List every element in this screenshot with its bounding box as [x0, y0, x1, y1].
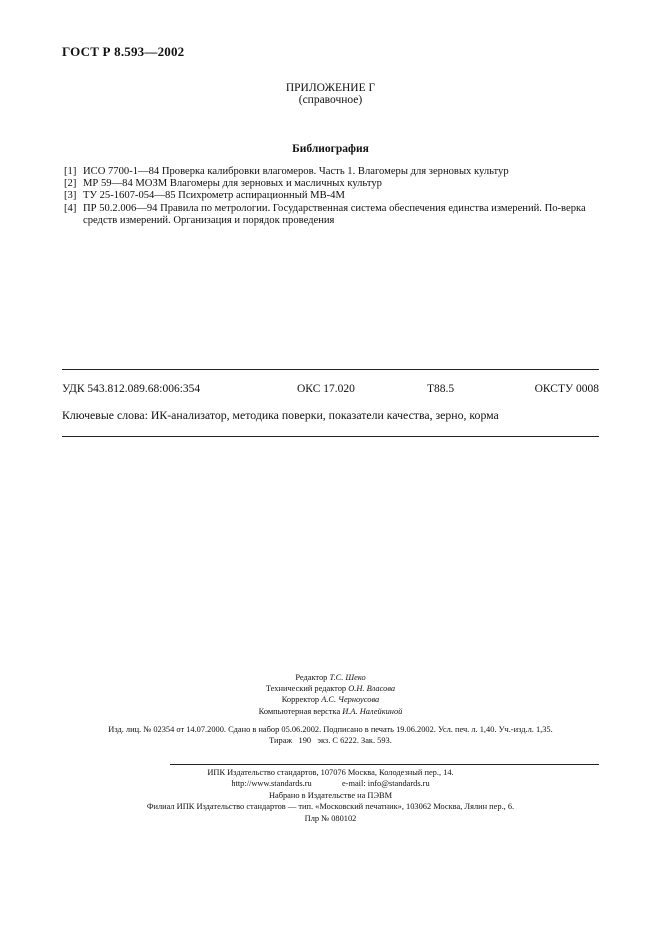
bib-text: ТУ 25-1607-054—85 Психрометр аспирационный МВ-4М [83, 190, 345, 202]
okstu-code: ОКСТУ 0008 [534, 383, 599, 395]
printer-info [0, 767, 661, 824]
list-item [64, 166, 604, 178]
list-item [64, 190, 604, 202]
bib-number: [2] [64, 178, 77, 190]
appendix-subtitle: (справочное) [298, 94, 363, 106]
publication-info [62, 724, 599, 747]
bib-number: [4] [64, 202, 77, 214]
divider-bottom [62, 436, 599, 437]
list-item [64, 178, 604, 190]
credit-layout: Компьютерная верстка И.А. Налейкиной [258, 706, 403, 716]
credit-tech-editor: Технический редактор О.Н. Власова [265, 684, 396, 694]
udk-code: УДК 543.812.089.68:006:354 [62, 383, 201, 395]
bib-number: [1] [64, 166, 77, 177]
classification-row [62, 383, 599, 397]
publisher-email: e-mail: info@standards.ru [341, 779, 430, 789]
oks-code: ОКС 17.020 [297, 383, 355, 395]
list-item [64, 203, 604, 227]
bib-text: ПР 50.2.006—94 Правила по метрологии. Государственная система обеспечения единства измерений. По-верка средств измерений. Организация и порядок проведения [83, 202, 586, 226]
bibliography-list [64, 166, 604, 227]
printer-line-5: Плр № 080102 [304, 813, 357, 823]
divider-publisher [170, 764, 599, 765]
keywords: Ключевые слова: ИК-анализатор, методика поверки, показатели качества, зерно, корма [62, 408, 499, 422]
t-code: Т88.5 [427, 383, 455, 395]
publisher-url: http://www.standards.ru [231, 779, 312, 789]
publication-line-2: Тираж 190 экз. С 6222. Зак. 593. [269, 736, 392, 746]
printer-line-1: ИПК Издательство стандартов, 107076 Москва, Колодезный пер., 14. [207, 768, 454, 777]
appendix-title: ПРИЛОЖЕНИЕ Г [285, 82, 376, 94]
publication-line-1: Изд. лиц. № 02354 от 14.07.2000. Сдано в набор 05.06.2002. Подписано в печать 19.06.2002. Усл. печ. л. 1,40. Уч.-изд.л. 1,35. [108, 725, 553, 734]
bib-text: МР 59—84 МОЗМ Влагомеры для зерновых и масличных культур [83, 178, 382, 190]
printer-line-2 [0, 778, 661, 789]
printer-line-3: Набрано в Издательстве на ПЭВМ [268, 790, 393, 800]
credit-corrector: Корректор А.С. Черноусова [281, 695, 380, 705]
divider-top [62, 369, 599, 370]
credit-editor: Редактор Т.С. Шеко [295, 673, 366, 682]
bibliography-title: Библиография [292, 143, 369, 155]
document-id: ГОСТ Р 8.593—2002 [62, 44, 185, 59]
printer-line-4: Филиал ИПК Издательство стандартов — тип. «Московский печатник», 103062 Москва, Лялин пер., 6. [146, 802, 515, 812]
bib-number: [3] [64, 190, 77, 202]
bib-text: ИСО 7700-1—84 Проверка калибровки влагомеров. Часть 1. Влагомеры для зерновых культур [83, 166, 509, 177]
credits-block [0, 672, 661, 717]
